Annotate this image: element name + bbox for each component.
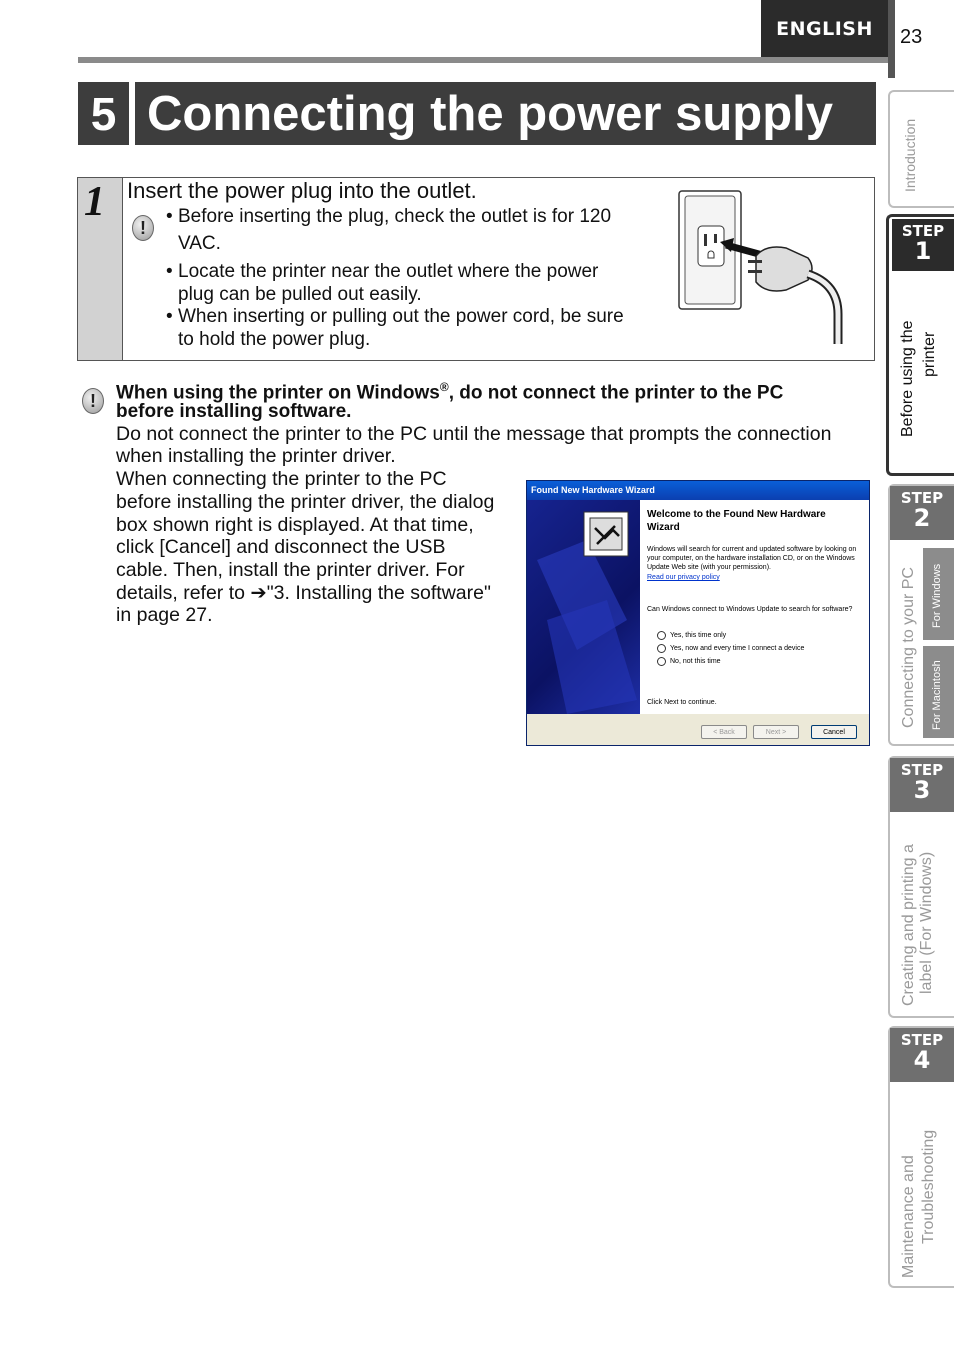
sidebar-item-label: Connecting to your PC	[900, 567, 917, 728]
next-button[interactable]: Next >	[753, 725, 799, 739]
wizard-question: Can Windows connect to Windows Update to search for software?	[647, 606, 853, 613]
note-text: click [Cancel] and disconnect the USB	[116, 536, 446, 558]
wizard-banner-art	[527, 500, 640, 714]
note-text: When connecting the printer to the PC	[116, 468, 447, 490]
wizard-screenshot	[526, 480, 870, 746]
radio-option[interactable]: No, not this time	[657, 657, 721, 666]
sidebar-item-step3[interactable]	[888, 756, 954, 1018]
list-item: • Locate the printer near the outlet where the power	[166, 261, 599, 282]
sidebar-item-step2[interactable]	[888, 484, 954, 746]
sidebar-item-label: Introduction	[902, 118, 918, 192]
note-text: before installing the printer driver, the dialog	[116, 491, 495, 513]
language-badge: ENGLISH	[761, 0, 888, 58]
subtab-windows[interactable]: For Windows	[923, 548, 954, 640]
note-text: box shown right is displayed. At that time,	[116, 514, 474, 536]
note-text: in page 27.	[116, 604, 213, 626]
subtab-macintosh[interactable]: For Macintosh	[923, 646, 954, 738]
section-title: Connecting the power supply	[135, 82, 876, 145]
cross-reference-link[interactable]: "3. Installing the software"	[266, 582, 491, 604]
page-number: 23	[900, 26, 923, 48]
note-bold-heading-cont: before installing software.	[116, 401, 352, 422]
sidebar-item-introduction[interactable]	[888, 90, 954, 208]
radio-option[interactable]: Yes, now and every time I connect a device	[657, 644, 804, 653]
cancel-button[interactable]: Cancel	[811, 725, 857, 739]
list-item: • When inserting or pulling out the power cord, be sure	[166, 306, 624, 327]
arrow-icon: ➔	[250, 582, 267, 604]
privacy-link[interactable]: Read our privacy policy	[647, 574, 720, 581]
note-bold-heading: When using the printer on Windows®, do not connect the printer to the PC	[116, 380, 784, 404]
step-tab: STEP 3	[890, 758, 954, 812]
note-text: when installing the printer driver.	[116, 445, 396, 467]
sidebar-item-label: printer	[921, 331, 938, 377]
sidebar-item-label: Before using the	[899, 320, 916, 437]
wizard-content	[640, 500, 869, 714]
step-tab: STEP 1	[892, 219, 954, 271]
list-item-cont: to hold the power plug.	[178, 329, 371, 350]
power-plug-illustration	[676, 188, 858, 348]
sidebar-item-label: Maintenance and	[900, 1155, 917, 1278]
wizard-heading: Welcome to the Found New Hardware Wizard	[647, 509, 826, 533]
wizard-footer: Click Next to continue.	[647, 699, 717, 706]
header-rule	[78, 57, 894, 63]
section-number: 5	[78, 82, 129, 145]
wizard-intro: Windows will search for current and updated software by looking on your computer, on the hardware installation CD, or on the Windows Update Web site (with your permission).	[647, 546, 857, 571]
list-item-cont: VAC.	[178, 233, 221, 254]
wizard-title: Found New Hardware Wizard	[527, 481, 869, 500]
sidebar-item-label: Creating and printing a	[900, 844, 917, 1006]
note-text: Do not connect the printer to the PC until the message that prompts the connection	[116, 423, 832, 445]
sidebar-item-label: label (For Windows)	[918, 851, 935, 994]
step-number: 1	[84, 179, 105, 225]
radio-option[interactable]: Yes, this time only	[657, 631, 726, 640]
note-text: cable. Then, install the printer driver. For	[116, 559, 465, 581]
note-text: details, refer to ➔"3. Installing the software"	[116, 582, 491, 604]
list-item: • Before inserting the plug, check the outlet is for 120	[166, 206, 612, 227]
caution-icon: !	[132, 215, 154, 241]
list-item-cont: plug can be pulled out easily.	[178, 284, 422, 305]
caution-icon: !	[82, 388, 104, 414]
sidebar-item-label: Troubleshooting	[920, 1129, 937, 1244]
sidebar-item-step4[interactable]	[888, 1026, 954, 1288]
step-tab: STEP 2	[890, 486, 954, 540]
step-heading: Insert the power plug into the outlet.	[127, 178, 477, 203]
back-button[interactable]: < Back	[701, 725, 747, 739]
sidebar-rule	[888, 0, 895, 78]
wizard-banner	[527, 500, 640, 714]
step-tab: STEP 4	[890, 1028, 954, 1082]
sidebar-item-step1[interactable]	[886, 214, 954, 476]
